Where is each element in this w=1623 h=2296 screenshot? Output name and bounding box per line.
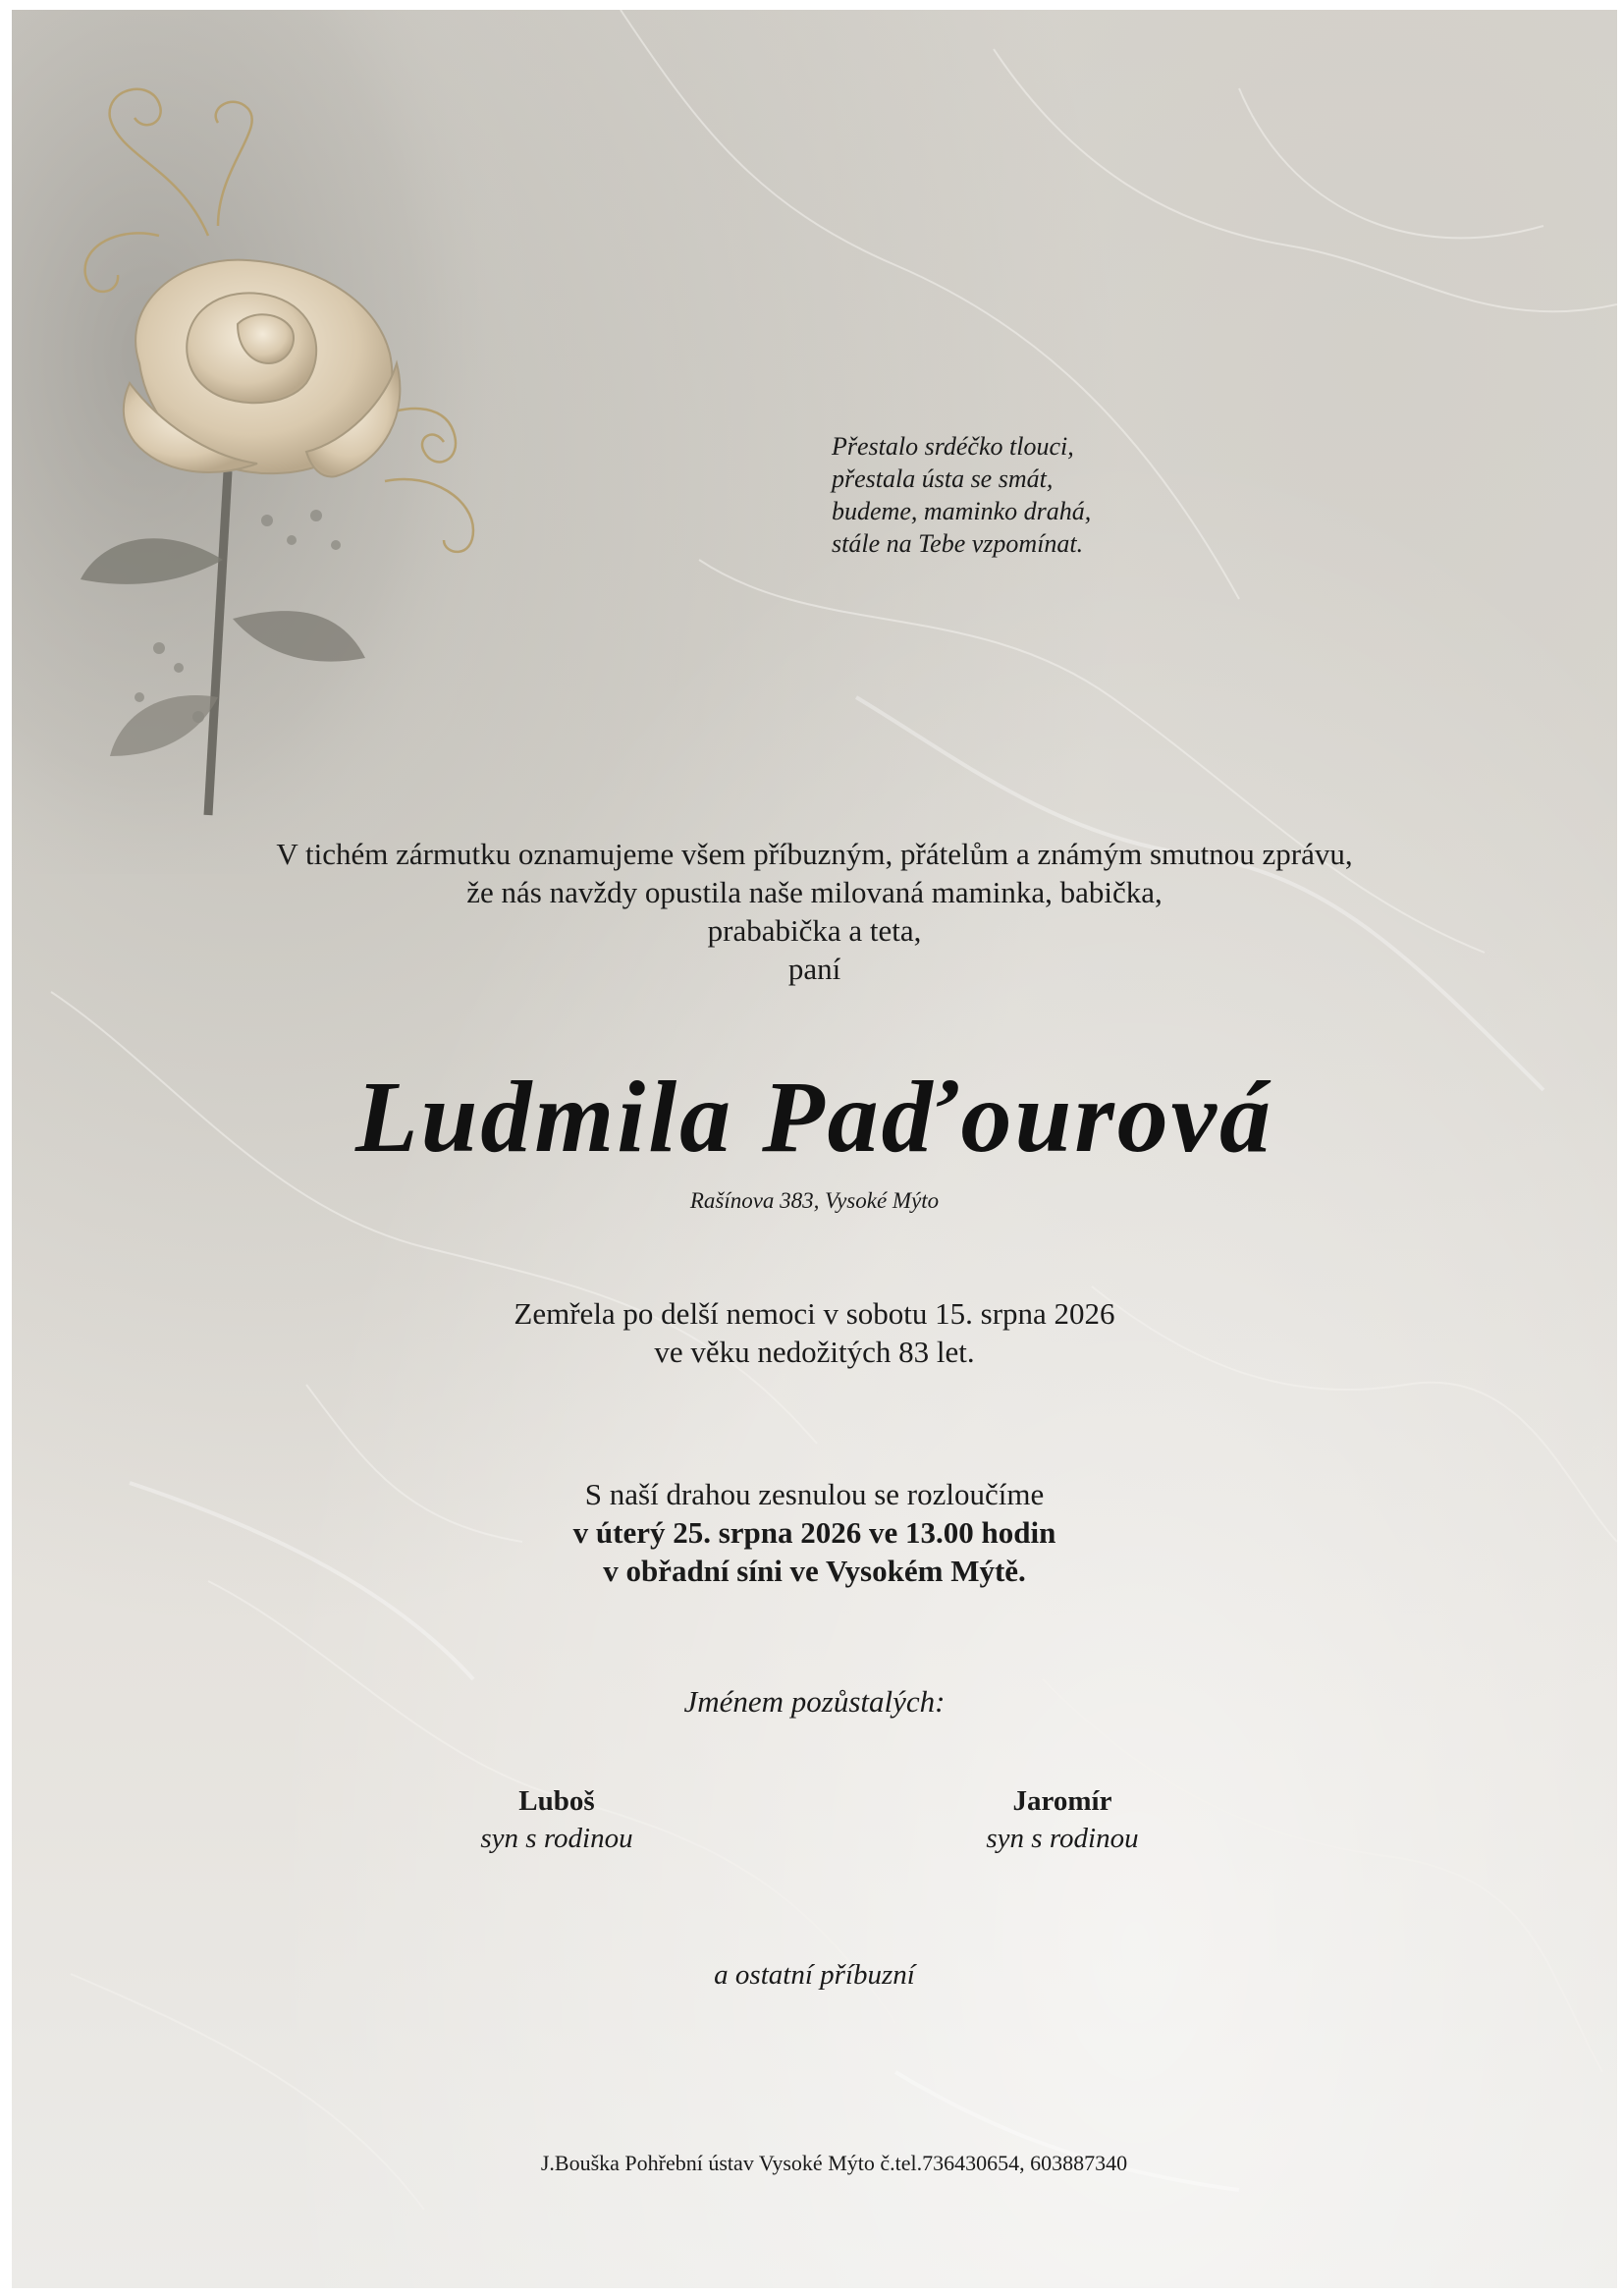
- obituary-sheet: [12, 10, 1617, 2288]
- poem-line: přestala ústa se smát,: [832, 465, 1054, 493]
- deceased-address: Rašínova 383, Vysoké Mýto: [689, 1188, 940, 1213]
- survivor-relation: syn s rodinou: [986, 1823, 1139, 1854]
- farewell-place: v obřadní síni ve Vysokém Mýtě.: [603, 1554, 1026, 1588]
- memorial-poem: [832, 430, 1091, 560]
- rose-icon: [12, 10, 562, 874]
- poem-line: stále na Tebe vzpomínat.: [832, 529, 1084, 558]
- announcement-line: V tichém zármutku oznamujeme všem příbuzným, přátelům a známým smutnou zprávu,: [276, 837, 1353, 871]
- poem-line: Přestalo srdéčko tlouci,: [832, 432, 1074, 461]
- announcement-line: paní: [787, 952, 841, 986]
- farewell-notice: [12, 1475, 1617, 1590]
- death-date-line: Zemřela po delší nemoci v sobotu 15. srpna 2026: [514, 1296, 1115, 1331]
- announcement-line: že nás navždy opustila naše milovaná maminka, babička,: [466, 875, 1163, 909]
- survivors-heading: Jménem pozůstalých:: [683, 1684, 946, 1719]
- farewell-datetime: v úterý 25. srpna 2026 ve 13.00 hodin: [572, 1515, 1056, 1550]
- survivor-block: [886, 1782, 1239, 1857]
- announcement: [12, 835, 1617, 988]
- poem-line: budeme, maminko drahá,: [832, 497, 1092, 525]
- deceased-name: Ludmila Paďourová: [355, 1061, 1273, 1174]
- death-notice: [12, 1294, 1617, 1371]
- announcement-line: prababička a teta,: [707, 913, 922, 948]
- other-relatives: a ostatní příbuzní: [714, 1959, 915, 1991]
- survivor-name: Jaromír: [1012, 1785, 1112, 1817]
- survivor-block: [380, 1782, 733, 1857]
- survivor-relation: syn s rodinou: [480, 1823, 633, 1854]
- survivor-name: Luboš: [518, 1785, 595, 1817]
- farewell-intro: S naší drahou zesnulou se rozloučíme: [584, 1477, 1045, 1511]
- death-age-line: ve věku nedožitých 83 let.: [654, 1335, 975, 1369]
- funeral-home-footer: J.Bouška Pohřební ústav Vysoké Mýto č.tel.736430654, 603887340: [540, 2151, 1128, 2175]
